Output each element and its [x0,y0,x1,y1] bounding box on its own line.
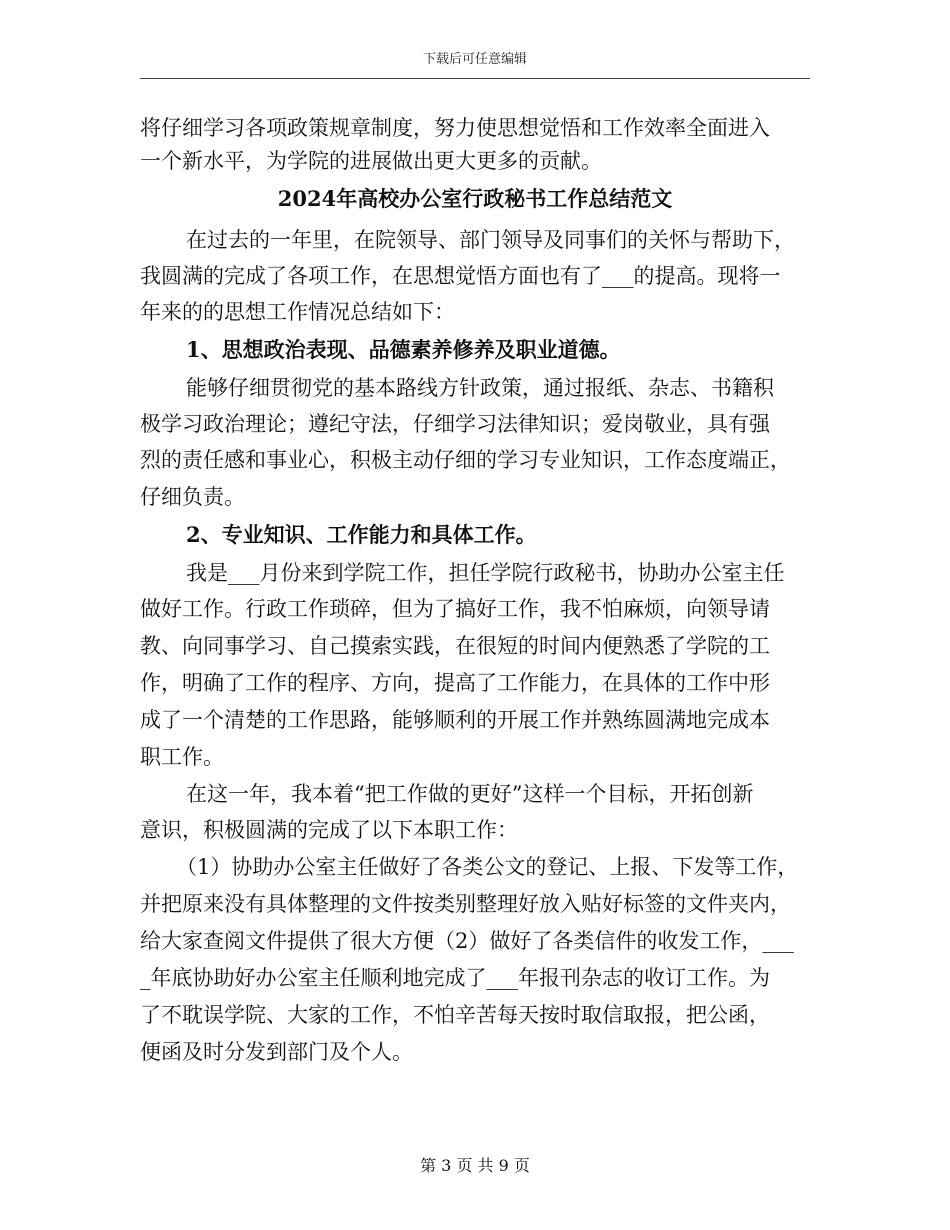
body-line: _年底协助好办公室主任顺利地完成了___年报刊杂志的收订工作。为 [140,966,770,990]
body-line: 成了一个清楚的工作思路，能够顺利的开展工作并熟练圆满地完成本 [140,708,770,732]
body-line: 年来的的思想工作情况总结如下： [140,300,455,324]
body-line: 一个新水平，为学院的进展做出更大更多的贡献。 [140,149,602,173]
document-title: 2024年高校办公室行政秘书工作总结范文 [277,186,673,211]
body-line: 我圆满的完成了各项工作，在思想觉悟方面也有了___的提高。现将一 [140,264,781,288]
body-line: 意识，积极圆满的完成了以下本职工作： [140,818,518,842]
body-line: 职工作。 [140,745,224,769]
body-line: 我是___月份来到学院工作，担任学院行政秘书，协助办公室主任 [186,561,785,585]
body-line: 并把原来没有具体整理的文件按类别整理好放入贴好标签的文件夹内， [140,892,791,916]
header-divider [140,78,810,79]
body-line: 便函及时分发到部门及个人。 [140,1040,413,1064]
section-heading: 2、专业知识、工作能力和具体工作。 [186,522,537,547]
body-line: 给大家查阅文件提供了很大方便（2）做好了各类信件的收发工作，___ [140,929,794,953]
body-line: 做好工作。行政工作琐碎，但为了搞好工作，我不怕麻烦，向领导请 [140,597,770,621]
body-line: 将仔细学习各项政策规章制度，努力使思想觉悟和工作效率全面进入 [140,116,770,140]
body-line: 教、向同事学习、自己摸索实践，在很短的时间内便熟悉了学院的工 [140,634,770,658]
page-number: 第 3 页 共 9 页 [420,1156,530,1175]
body-line: （1）协助办公室主任做好了各类公文的登记、上报、下发等工作， [176,855,799,879]
body-line: 极学习政治理论；遵纪守法，仔细学习法律知识；爱岗敬业，具有强 [140,412,770,436]
body-line: 了不耽误学院、大家的工作，不怕辛苦每天按时取信取报，把公函， [140,1003,770,1027]
body-line: 作，明确了工作的程序、方向，提高了工作能力，在具体的工作中形 [140,671,770,695]
body-line: 能够仔细贯彻党的基本路线方针政策，通过报纸、杂志、书籍积 [186,376,774,400]
body-line: 仔细负责。 [140,485,245,509]
page-header: 下载后可任意编辑 [422,52,527,67]
body-line: 在这一年，我本着“把工作做的更好”这样一个目标，开拓创新 [186,782,754,806]
body-line: 在过去的一年里，在院领导、部门领导及同事们的关怀与帮助下， [186,228,795,252]
body-line: 烈的责任感和事业心，积极主动仔细的学习专业知识，工作态度端正， [140,448,791,472]
section-heading: 1、思想政治表现、品德素养修养及职业道德。 [186,337,621,362]
